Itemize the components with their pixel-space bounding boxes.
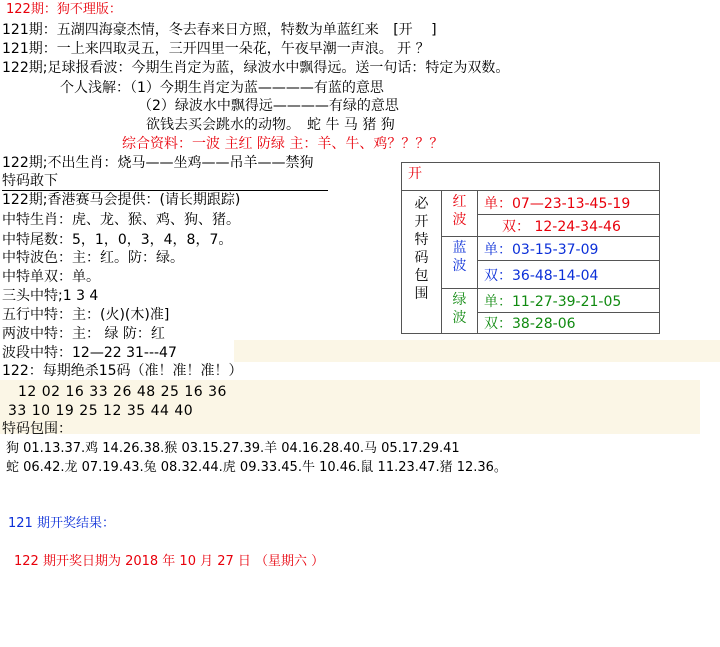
line-wave-range: 波段中特：12—22 31---47: [2, 345, 177, 361]
line-three-heads: 三头中特;1 3 4: [2, 288, 99, 304]
line-football: 122期;足球报看波：今期生肖定为蓝，绿波水中飘得远。送一句话：特定为双数。: [2, 60, 510, 76]
draw-date-122: 122 期开奖日期为 2018 年 10 月 27 日 （星期六 ）: [14, 554, 325, 569]
line-kill-15: 122：每期绝杀15码（准！准！准！）: [2, 363, 243, 379]
blue-double: 双：36-48-14-04: [478, 261, 660, 289]
green-double: 双：38-28-06: [478, 313, 660, 334]
line-odd-even: 中特单双：单。: [2, 269, 100, 285]
line-animals: 欲钱去买会跳水的动物。 蛇 牛 马 猪 狗: [146, 117, 395, 133]
wave-red-label: [442, 191, 478, 237]
line-hk-jockey: 122期;香港赛马会提供：(请长期跟踪): [2, 192, 241, 208]
riddle-1-text: 121期：五湖四海豪杰情，冬去春来日方照，特数为单蓝红来: [2, 22, 379, 38]
wave-blue-label-text: 蓝波: [452, 240, 467, 274]
side-label: [402, 191, 442, 334]
line-explain-1: 个人浅解：（1）今期生肖定为蓝————有蓝的意思: [60, 80, 384, 96]
line-no-zodiac: 122期;不出生肖：烧马——坐鸡——吊羊——禁狗: [2, 155, 314, 171]
wave-blue-label: [442, 237, 478, 289]
line-explain-2: （2）绿波水中飘得远————有绿的意思: [138, 98, 399, 114]
blue-single: 单：03-15-37-09: [478, 237, 660, 261]
line-two-waves: 两波中特：主： 绿 防：红: [2, 326, 165, 342]
page-title: 122期：狗不理版：: [6, 2, 122, 17]
wave-green-label: [442, 289, 478, 334]
side-label-text: 必开特码包围: [414, 196, 429, 302]
riddle-1-bracket: [开 ]: [393, 22, 437, 38]
line-surround: 特码包围：: [2, 421, 72, 437]
table-header: 开: [402, 163, 660, 191]
wave-red-label-text: 红波: [452, 194, 467, 228]
red-single: 单：07—23-13-45-19: [478, 191, 660, 215]
surround-row-2: 蛇 06.42.龙 07.19.43.兔 08.32.44.虎 09.33.45.牛 10.46.鼠 11.23.47.猪 12.36。: [6, 460, 507, 475]
surround-row-1: 狗 01.13.37.鸡 14.26.38.猴 03.15.27.39.羊 04.16.28.40.马 05.17.29.41: [6, 441, 460, 456]
special-code-table: [401, 162, 660, 334]
red-double: 双： 12-24-34-46: [478, 215, 660, 237]
kill-numbers-1: 12 02 16 33 26 48 25 16 36: [18, 384, 227, 400]
wave-green-label-text: 绿波: [452, 292, 467, 326]
line-five-elements: 五行中特：主：(火)(木)准]: [2, 307, 170, 323]
highlight-band-1: [234, 340, 720, 362]
result-121: 121 期开奖结果：: [8, 516, 115, 531]
line-tail: 中特尾数：5，1，0，3，4，8，7。: [2, 232, 233, 248]
line-zodiac: 中特生肖：虎、龙、猴、鸡、狗、猪。: [2, 212, 240, 228]
kill-numbers-2: 33 10 19 25 12 35 44 40: [8, 403, 194, 419]
line-summary: 综合资料：一波 主红 防绿 主：羊、牛、鸡？？？？: [122, 136, 444, 152]
line-dare: 特码敢下: [2, 173, 58, 189]
line-wave-color: 中特波色：主：红。防：绿。: [2, 250, 184, 266]
line-riddle-2: 121期：一上来四取灵五，三开四里一朵花，午夜早潮一声浪。 开 ？: [2, 41, 430, 57]
line-riddle-1: [2, 21, 437, 39]
green-single: 单：11-27-39-21-05: [478, 289, 660, 313]
